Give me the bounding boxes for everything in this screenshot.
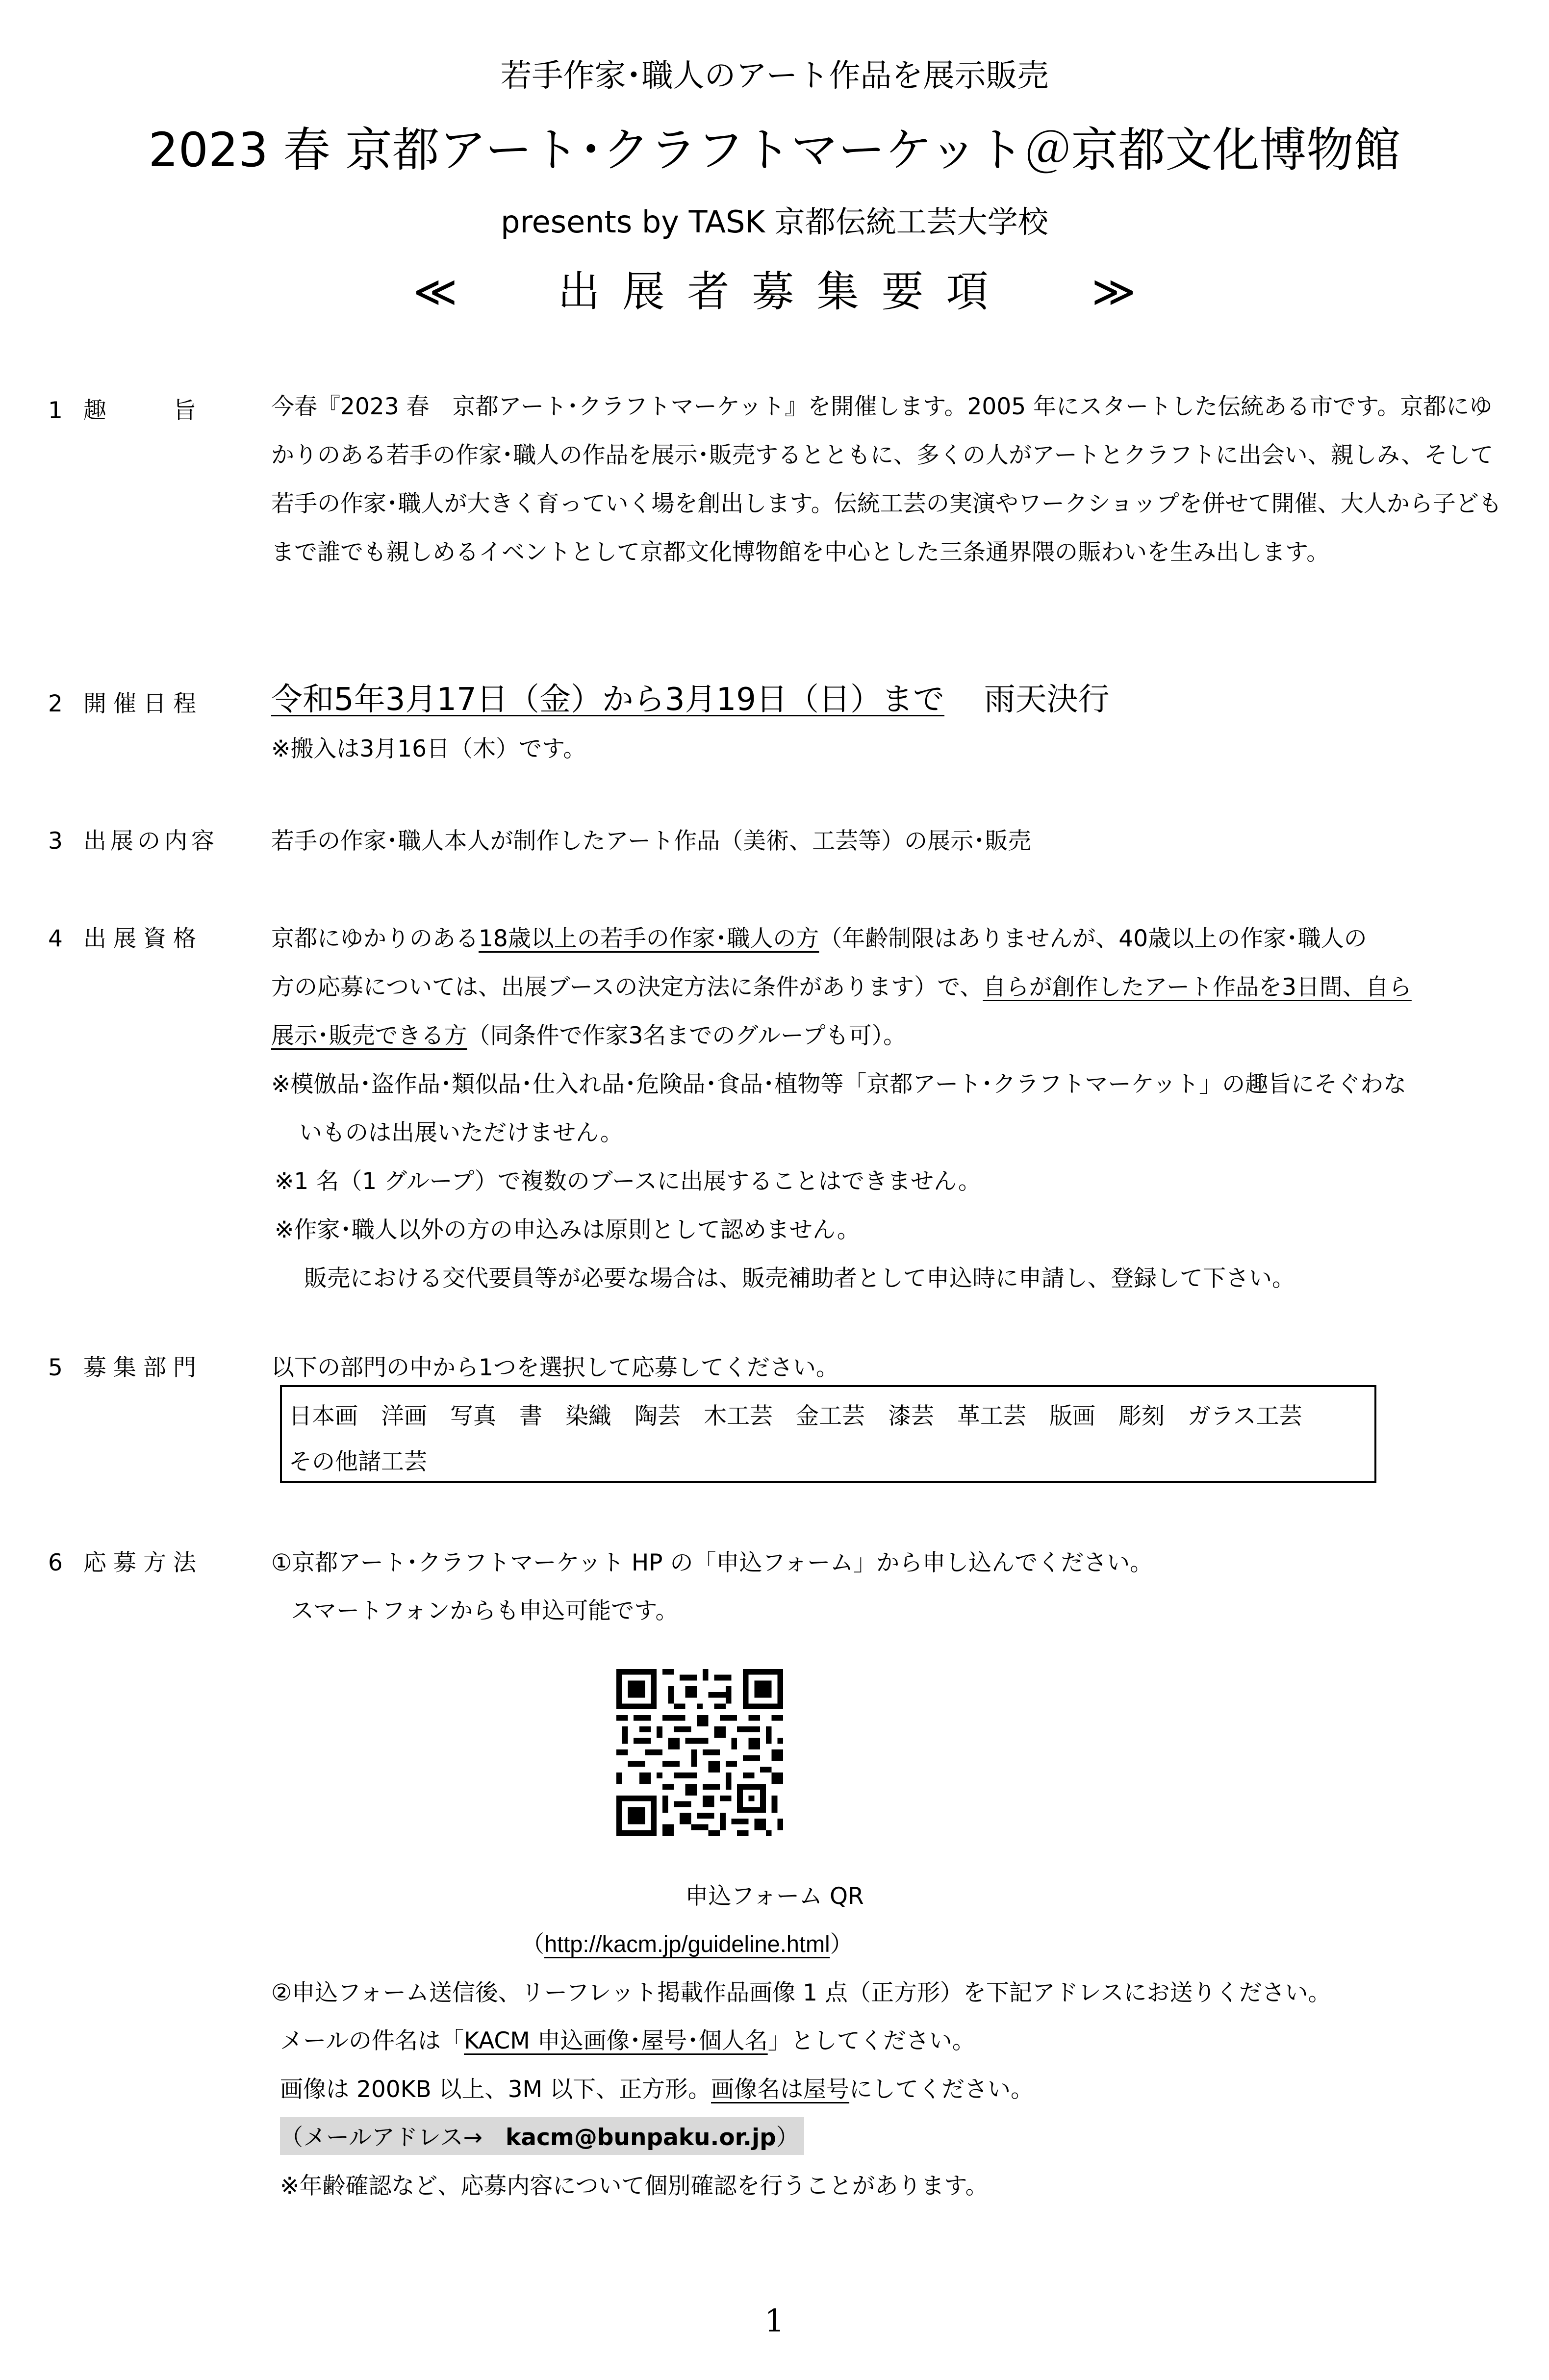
text: （年齢制限はありませんが、40歳以上の作家･職人の: [819, 925, 1367, 952]
age-requirement: 18歳以上の若手の作家･職人の方: [479, 925, 819, 952]
image-requirements-line: [280, 2071, 1034, 2104]
text: 」としてください。: [767, 2027, 975, 2054]
category-list-row-2: その他諸工芸: [289, 1448, 427, 1475]
section-title: 趣 旨: [83, 397, 203, 424]
guideline-url-line: [521, 1926, 853, 1959]
rain-note: 雨天決行: [984, 682, 1110, 718]
eligibility-line-3: [271, 1017, 906, 1050]
eligibility-line-2: [271, 969, 1412, 1002]
application-step-2: ②申込フォーム送信後、リーフレット掲載作品画像 1 点（正方形）を下記アドレスにお送りください。: [271, 1979, 1331, 2006]
text: （メールアドレス→: [280, 2124, 506, 2151]
page-subtitle: 若手作家･職人のアート作品を展示販売: [500, 58, 1049, 94]
email-address-link[interactable]: kacm@bunpaku.or.jp: [506, 2124, 776, 2151]
text: にしてください。: [849, 2076, 1034, 2103]
application-step-1: ①京都アート･クラフトマーケット HP の「申込フォーム」から申し込んでください。: [271, 1549, 1153, 1576]
smartphone-note: スマートフォンからも申込可能です。: [291, 1597, 679, 1624]
section-1-text: 今春『2023 春 京都アート･クラフトマーケット』を開催します。2005 年にスタートした伝統ある市です。京都にゆかりのある若手の作家･職人の作品を展示･販売するとともに、多くの人がアートとクラフトに出会い、親しみ、そして若手の作家･職人が大きく育っていく場を創出します。伝統工芸の実演やワークショップを併せて開催、大人から子どもまで誰でも親しめるイベントとして京都文化博物館を中心とした三条通界隈の賑わいを生み出します。: [271, 393, 1502, 566]
text: 画像は 200KB 以上、3M 以下、正方形。: [280, 2076, 711, 2103]
email-subject-format: KACM 申込画像･屋号･個人名: [464, 2027, 768, 2054]
verification-note: ※年齢確認など、応募内容について個別確認を行うことがあります。: [280, 2173, 989, 2200]
section-title: 応募方法: [83, 1549, 203, 1576]
image-name-rule: 画像名は屋号: [711, 2076, 850, 2103]
qr-code-icon[interactable]: [616, 1669, 783, 1836]
section-number: 5: [48, 1354, 63, 1381]
section-4-label: [48, 920, 260, 953]
move-in-note: ※搬入は3月16日（木）です。: [271, 735, 586, 762]
section-number: 3: [48, 828, 63, 855]
heading-open: ≪: [413, 267, 457, 316]
section-number: 4: [48, 925, 63, 952]
section-number: 6: [48, 1549, 63, 1576]
email-address-line: [280, 2117, 804, 2155]
heading: [0, 257, 1549, 318]
text: 方の応募については、出展ブースの決定方法に条件があります）で、: [271, 974, 983, 1001]
text: （同条件で作家3名までのグループも可）。: [467, 1022, 907, 1049]
event-date-range: 令和5年3月17日（金）から3月19日（日）まで: [271, 682, 945, 718]
eligibility-note-2: ※1 名（1 グループ）で複数のブースに出展することはできません。: [275, 1168, 981, 1195]
eligibility-note-1: ※模倣品･盗作品･類似品･仕入れ品･危険品･食品･植物等「京都アート･クラフトマーケット」の趣旨にそぐわな: [271, 1071, 1407, 1098]
page-title: 2023 春 京都アート･クラフトマーケット＠京都文化博物館: [148, 123, 1401, 177]
section-3-text: 若手の作家･職人本人が制作したアート作品（美術、工芸等）の展示･販売: [271, 828, 1031, 855]
section-6-label: [48, 1544, 260, 1577]
text: メールの件名は「: [280, 2027, 464, 2054]
presents-line: presents by TASK 京都伝統工芸大学校: [501, 204, 1048, 240]
text: 京都にゆかりのある: [271, 925, 479, 952]
heading-text: 出展者募集要項: [558, 267, 1011, 316]
eligibility-line-1: [271, 920, 1367, 953]
section-title: 出展の内容: [83, 828, 218, 855]
section-title: 開催日程: [83, 690, 203, 717]
category-list-row-1: 日本画 洋画 写真 書 染織 陶芸 木工芸 金工芸 漆芸 革工芸 版画 彫刻 ガラス工芸: [289, 1403, 1302, 1430]
eligibility-note-1b: いものは出展いただけません。: [299, 1119, 623, 1146]
self-created-requirement: 自らが創作したアート作品を3日間、自ら: [983, 974, 1412, 1001]
text: ）: [776, 2124, 799, 2151]
section-number: 1: [48, 397, 63, 424]
guideline-url-link[interactable]: http://kacm.jp/guideline.html: [544, 1931, 830, 1957]
paren-close: ）: [830, 1931, 853, 1958]
section-title: 募集部門: [83, 1354, 203, 1381]
eligibility-note-3b: 販売における交代要員等が必要な場合は、販売補助者として申込時に申請し、登録して下さい。: [304, 1265, 1295, 1292]
category-box: [280, 1385, 1376, 1483]
page-number: 1: [764, 2303, 785, 2339]
section-3-label: [48, 823, 260, 856]
section-2-label: [48, 685, 260, 718]
qr-label: 申込フォーム QR: [685, 1883, 864, 1910]
paren-open: （: [521, 1931, 544, 1958]
section-title: 出展資格: [83, 925, 203, 952]
heading-close: ≫: [1092, 267, 1136, 316]
self-sale-requirement: 展示･販売できる方: [271, 1022, 467, 1049]
section-5-label: [48, 1349, 260, 1382]
eligibility-note-3: ※作家･職人以外の方の申込みは原則として認めません。: [275, 1216, 860, 1243]
section-5-text: 以下の部門の中から1つを選択して応募してください。: [271, 1354, 839, 1381]
email-subject-line: [280, 2023, 975, 2055]
section-1-label: [48, 392, 260, 425]
section-number: 2: [48, 690, 63, 717]
event-dates: [271, 674, 1110, 719]
